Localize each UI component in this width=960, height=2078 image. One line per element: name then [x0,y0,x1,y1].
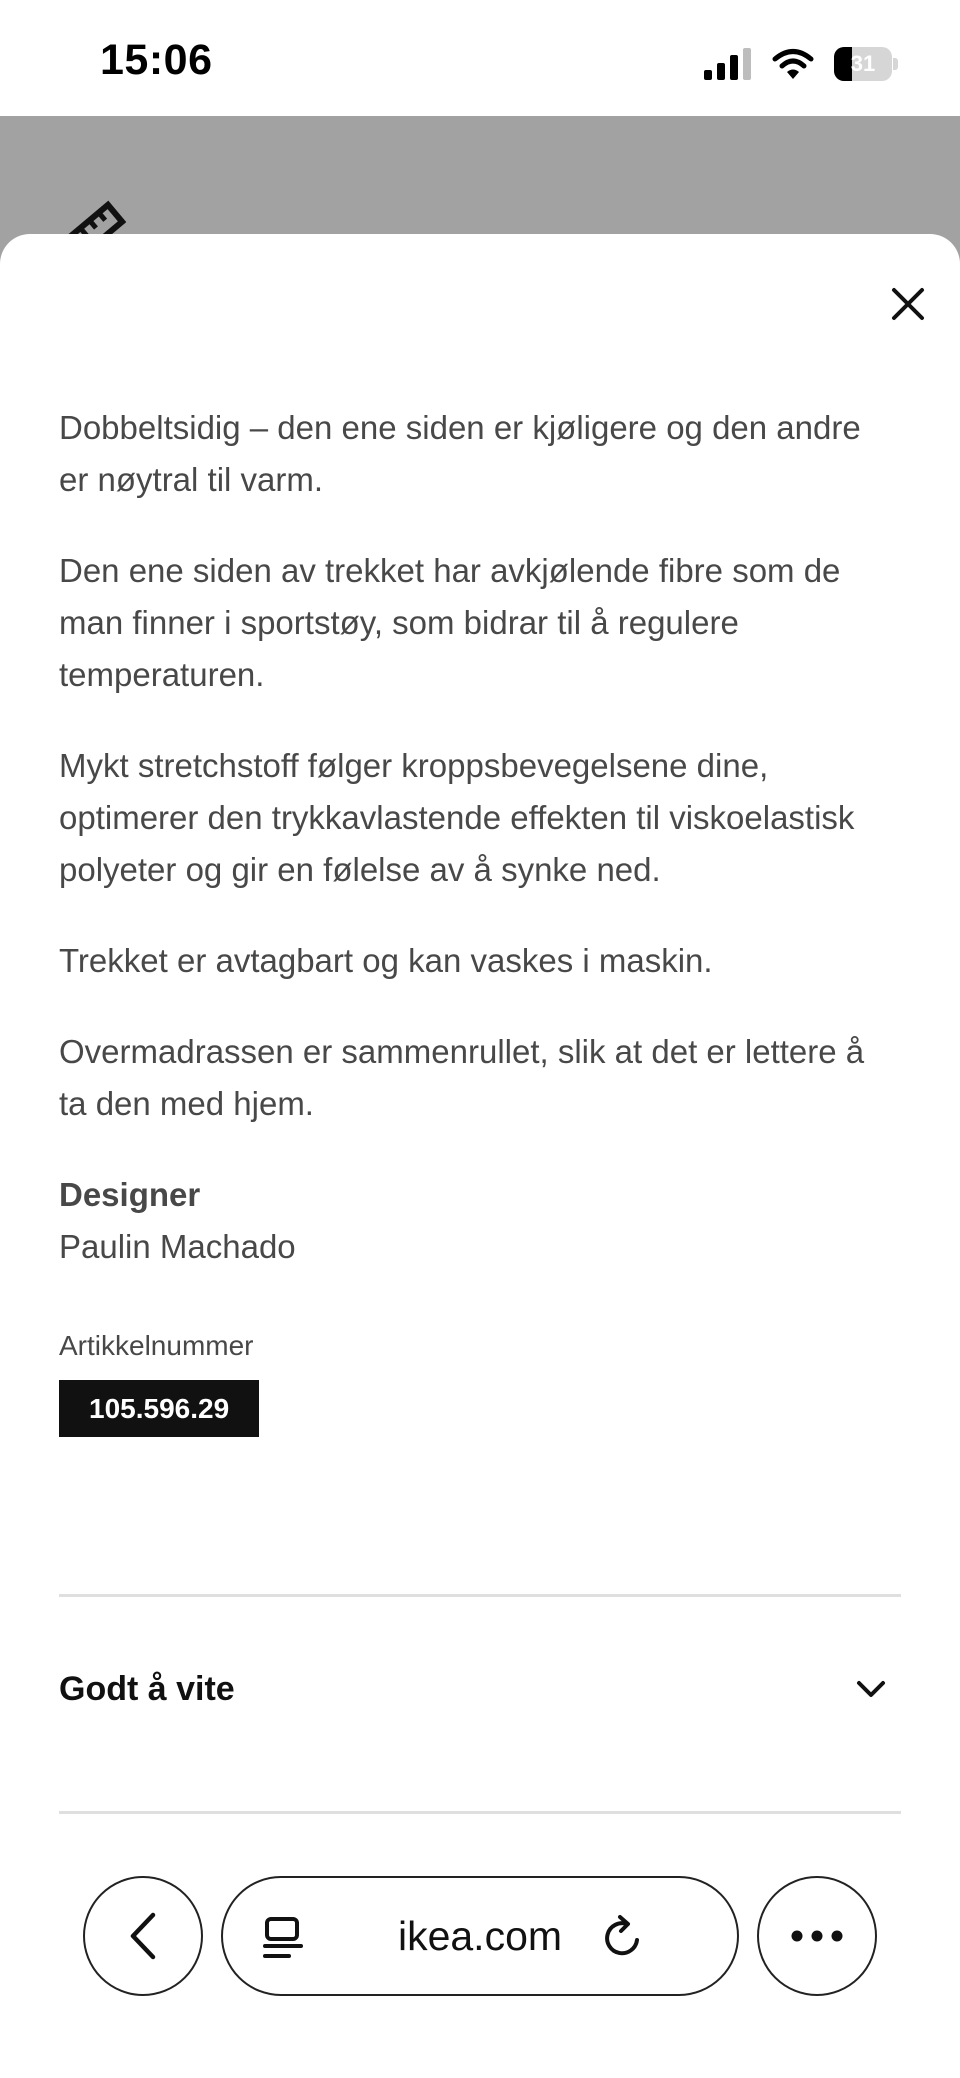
good-to-know-accordion[interactable] [59,1629,901,1749]
article-number-badge: 105.596.29 [59,1380,259,1437]
description-paragraph: Den ene siden av trekket har avkjølende fibre som de man finner i sportstøy, som bidrar til å regulere temperaturen. [59,552,841,693]
description-paragraph: Trekket er avtagbart og kan vaskes i maskin. [59,942,713,979]
battery-level: 31 [850,51,876,76]
back-arrow-icon [126,1911,160,1961]
divider [59,1594,901,1597]
cellular-signal-icon [704,48,752,80]
url-text: ikea.com [397,1913,563,1959]
address-bar[interactable] [221,1876,739,1996]
status-icons [704,46,898,82]
product-description [59,402,899,1437]
chevron-down-icon [849,1667,893,1711]
product-details-sheet [0,234,960,2078]
status-time: 15:06 [100,36,213,84]
designer-label: Designer [59,1176,201,1213]
close-icon [891,287,925,321]
article-number-label: Artikkelnummer [59,1330,254,1361]
description-paragraph: Overmadrassen er sammenrullet, slik at det er lettere å ta den med hjem. [59,1033,865,1122]
accordion-label: Godt å vite [59,1669,235,1708]
description-paragraph: Mykt stretchstoff følger kroppsbevegelsene dine, optimerer den trykkavlastende effekten til viskoelastisk polyeter og gir en følelse av å synke ned. [59,747,855,888]
more-icon [790,1929,844,1943]
description-paragraph: Dobbeltsidig – den ene siden er kjøligere og den andre er nøytral til varm. [59,409,861,498]
designer-name: Paulin Machado [59,1228,296,1265]
wifi-icon [772,48,814,80]
divider [59,1811,901,1814]
battery-icon [834,47,898,81]
back-button[interactable] [83,1876,203,1996]
status-bar [0,0,960,116]
more-button[interactable] [757,1876,877,1996]
reload-icon[interactable] [601,1914,645,1960]
close-button[interactable] [878,274,938,334]
